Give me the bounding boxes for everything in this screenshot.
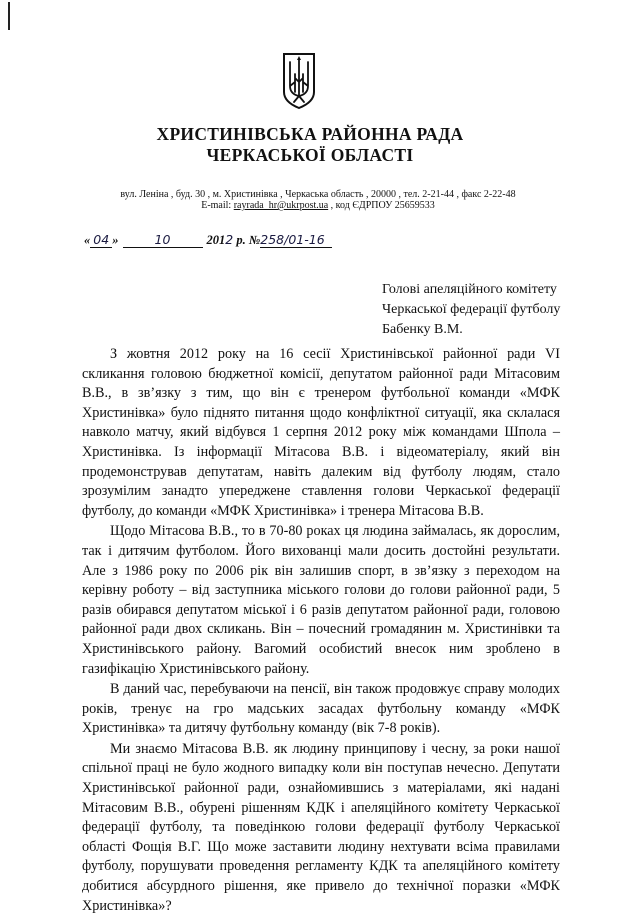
trident-coat-of-arms-icon — [282, 52, 316, 110]
recipient-block — [382, 280, 560, 340]
organization-region: ЧЕРКАСЬКОЇ ОБЛАСТІ — [206, 145, 414, 165]
body-paragraph: Ми знаємо Мітасова В.В. як людину принципову і чесну, за роки нашої спільної праці не було жодного випадку коли він поступав нечесно. Депутати Христинівської районної ради, ознайомившись з матеріалами, які надані Мітасовим В.В., обурені рішенням КДК і апеляційного комітету Черкаської федерації футболу, та поведінкою голови федерації футболу Черкаської області Фощія В.Г. Що може заставити людину нехтувати всіма правилами футболу, порушувати проведення регламенту КДК та апеляційного комітету добитися абсурдного рішення, яке привело до технічної поразки «МФК Христинівка»? — [82, 740, 560, 914]
registration-line — [84, 232, 332, 248]
date-month: 10 — [123, 232, 203, 248]
year-digit: 2 — [225, 232, 234, 247]
letter-body — [82, 345, 560, 917]
address-line: вул. Леніна , буд. 30 , м. Христинівка , Черкаська область , 20000 , тел. 2-21-44 , факс 2-22-48 — [120, 189, 516, 200]
email-link[interactable]: rayrada_hr@ukrpost.ua — [233, 200, 329, 211]
margin-mark — [8, 2, 10, 30]
number-label: р. № — [233, 233, 261, 247]
contact-line — [108, 200, 528, 211]
body-paragraph: З жовтня 2012 року на 16 сесії Христинівської районної ради VI скликання головою бюджетної комісії, депутатом районної ради Мітасовим В.В., в зв’язку з тим, що він є тренером футбольної команди «МФК Христинівка» було піднято питання щодо конфліктної ситуації, яка склалася навколо матчу, який відбувся 1 серпня 2012 року між командами Шпола – Христинівка. Із інформації Мітасова В.В. і відеоматеріалу, який він продемонстрував депутатам, навіть далеким від футболу людям, стало зрозумілим занадто упереджене ставлення голови Черкаської федерації футболу, до команди «МФК Христинівка» і тренера Мітасова В.В. — [82, 346, 560, 519]
date-open-quote: « — [84, 233, 91, 247]
email-label: E-mail: — [201, 200, 234, 211]
edrpou-code: , код ЄДРПОУ 25659533 — [328, 200, 435, 211]
date-close-quote: » — [112, 233, 119, 247]
body-paragraph: В даний час, перебуваючи на пенсії, він також продовжує справу молодих років, тренує на гро мадських засадах футбольну команду «МФК Христинівка» та дитячу футбольну команду (вік 7-8 років). — [82, 681, 560, 737]
body-paragraph: Щодо Мітасова В.В., то в 70-80 роках ця людина займалась, як дорослим, так і дитячим футболом. Його вихованці мали досить достойні результати. Але з 1986 року по 2006 рік він залишив спорт, в зв’язку з переходом на керівну роботу – від заступника міського голови до голови районної ради, 5 разів обирався депутатом міської і 6 разів депутатом районної ради, головою районної ради двох скликань. Він – почесний громадянин м. Христинівки та Христинівського району. Вагомий особистий внесок ним зроблено в газифікацію Христинівського району. — [82, 523, 560, 677]
registration-number: 258/01-16 — [260, 232, 332, 248]
recipient-line: Голові апеляційного комітету — [382, 282, 557, 297]
organization-name: ХРИСТИНІВСЬКА РАЙОННА РАДА — [156, 124, 464, 144]
recipient-line: Черкаської федерації футболу — [382, 302, 561, 317]
date-day: 04 — [90, 232, 112, 248]
recipient-line: Бабенку В.М. — [382, 322, 463, 337]
year-prefix: 201 — [206, 233, 226, 247]
